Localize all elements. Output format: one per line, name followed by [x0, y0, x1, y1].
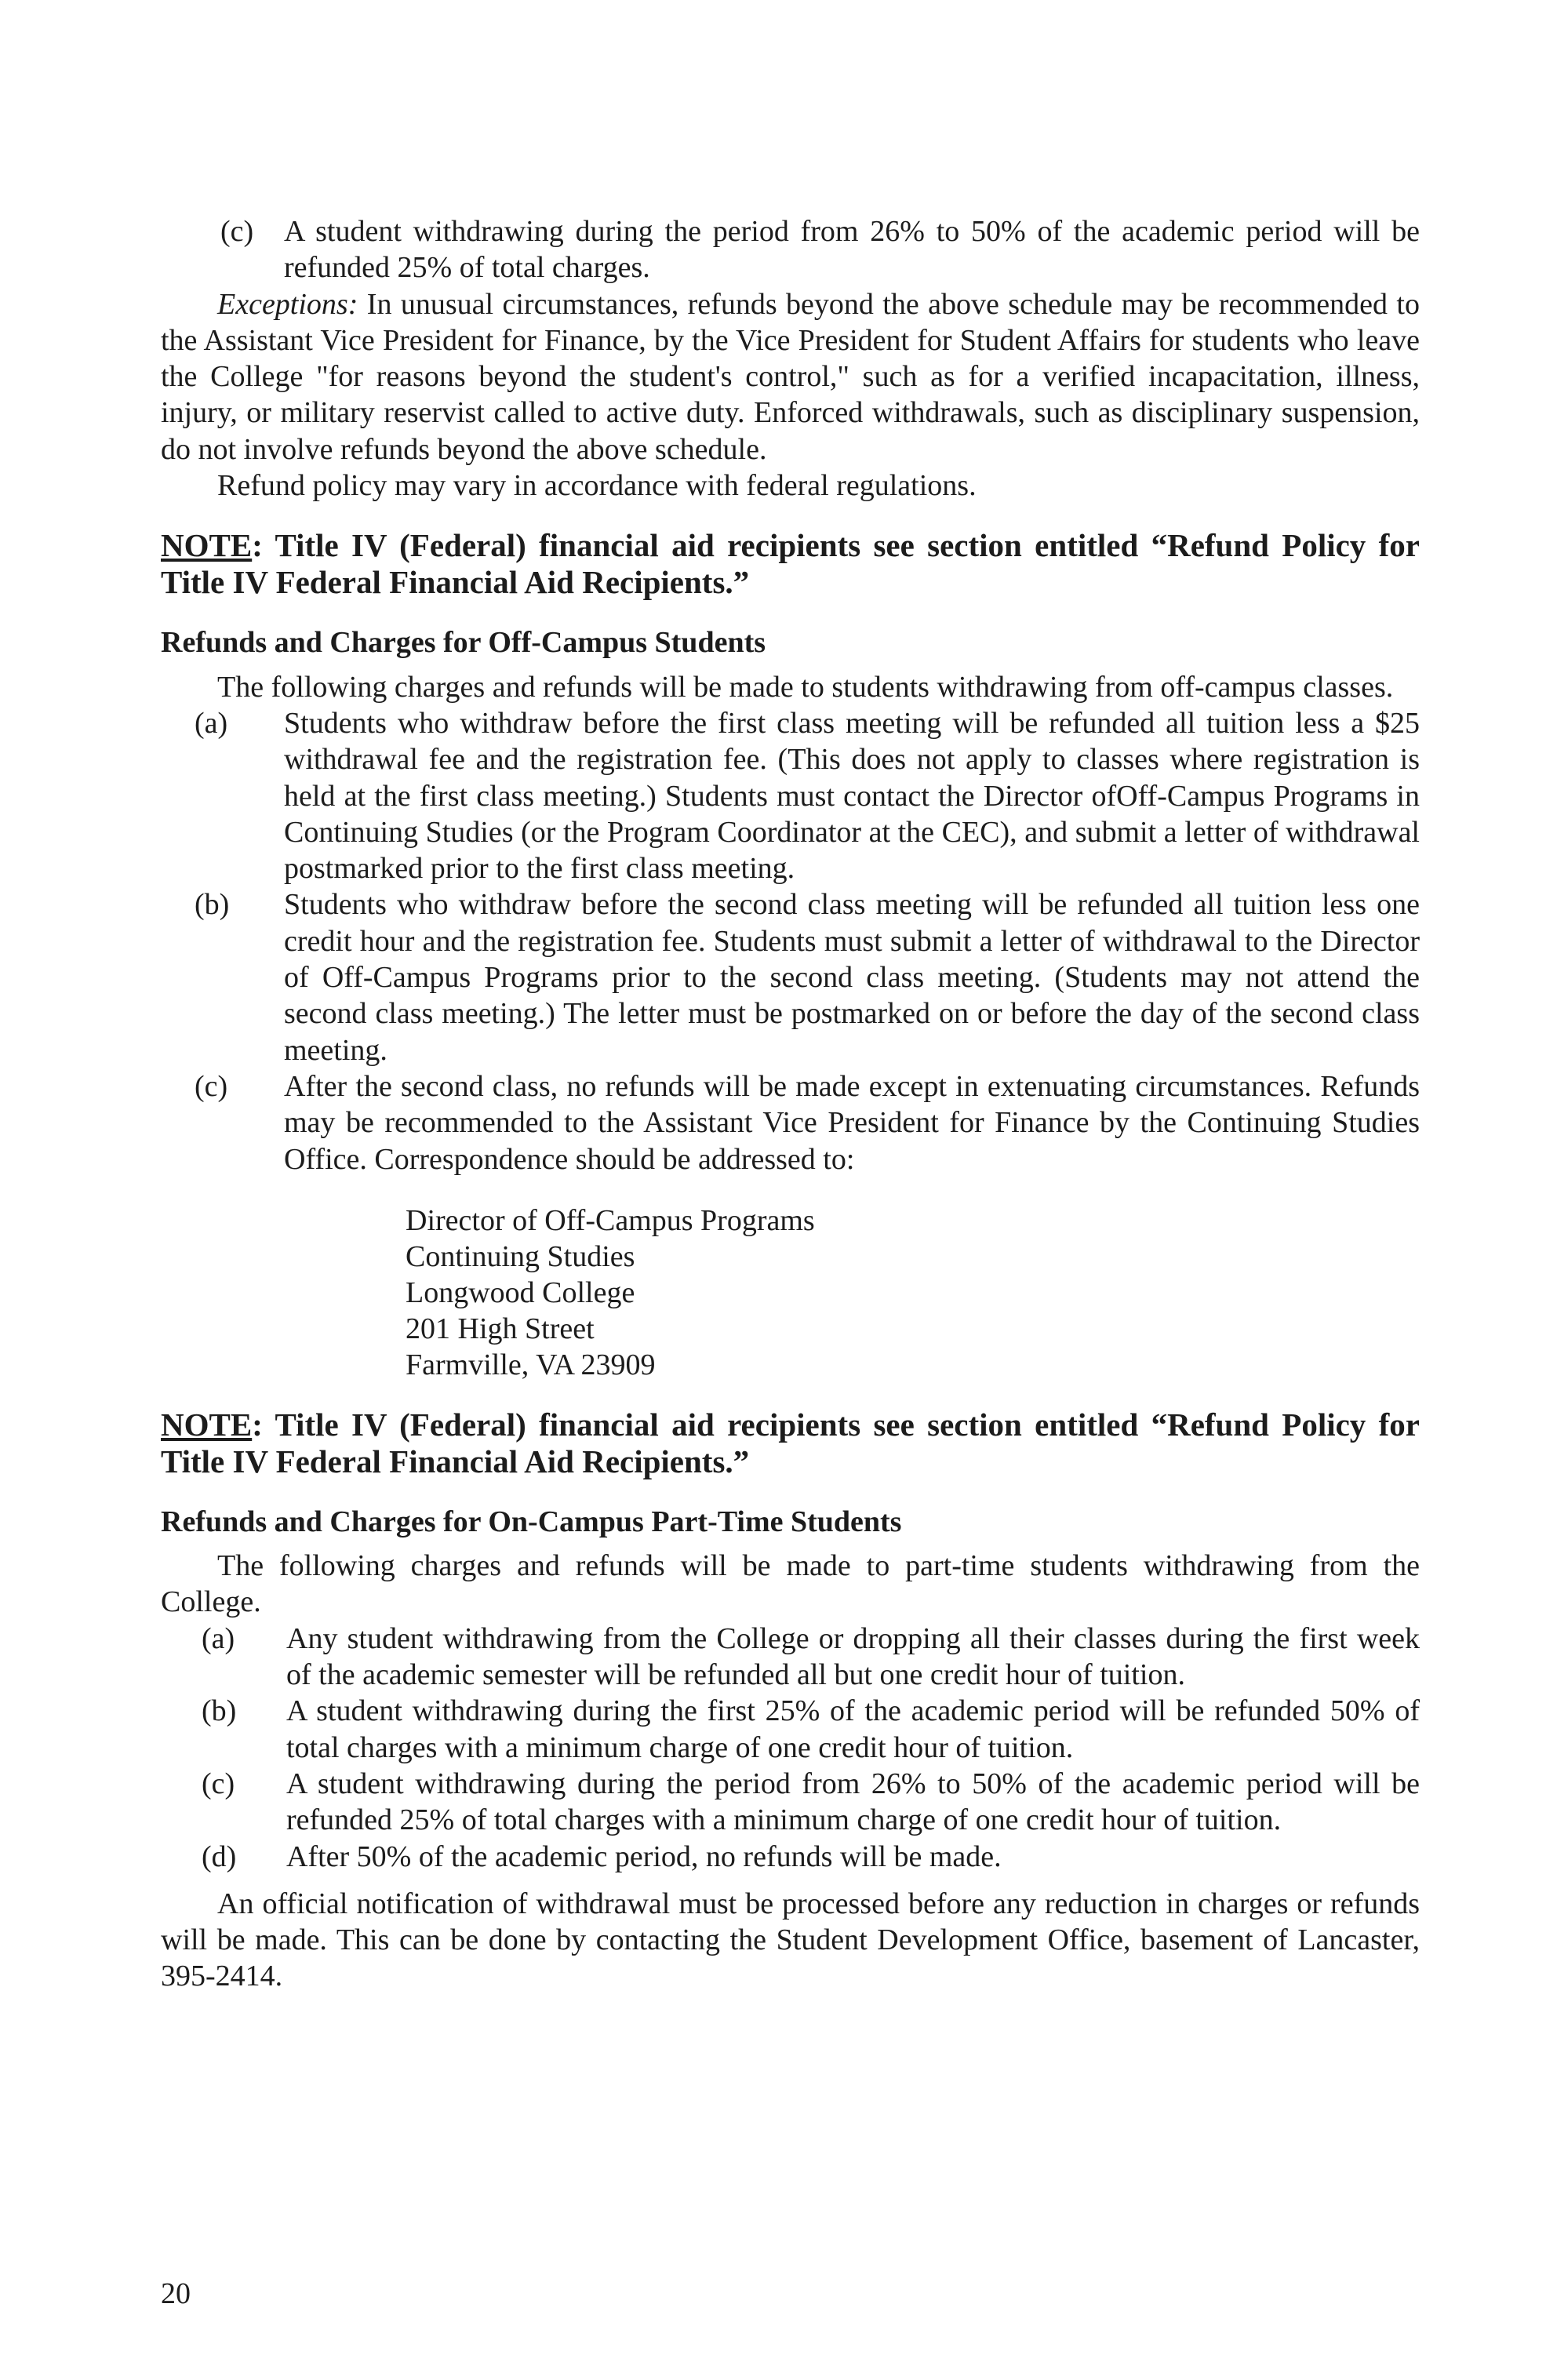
note-text: : Title IV (Federal) financial aid recipients see section entitled “Refund Policy for Title IV Federal Financial Aid Recipients.”	[161, 527, 1420, 601]
item-label: (d)	[202, 1840, 237, 1873]
exceptions-paragraph	[161, 286, 1420, 468]
item-label: (a)	[202, 1621, 235, 1655]
on-campus-item-a	[161, 1621, 1420, 1694]
off-campus-intro: The following charges and refunds will be made to students withdrawing from off-campus classes.	[217, 670, 1394, 704]
off-campus-item-b	[161, 886, 1420, 1068]
item-text: A student withdrawing during the period from 26% to 50% of the academic period will be refunded 25% of total charges.	[284, 215, 1420, 285]
item-text: A student withdrawing during the period from 26% to 50% of the academic period will be refunded 25% of total charges with a minimum charge of one credit hour of tuition.	[286, 1767, 1420, 1837]
refund-policy-paragraph: Refund policy may vary in accordance with federal regulations.	[217, 469, 977, 503]
off-campus-item-c	[161, 1068, 1420, 1177]
off-campus-item-a	[161, 705, 1420, 886]
note-title-iv-2	[161, 1407, 1420, 1480]
item-label: (c)	[220, 215, 254, 248]
refund-item-c-top	[161, 213, 1420, 286]
address-line: Director of Off-Campus Programs	[406, 1203, 815, 1237]
item-text: After 50% of the academic period, no refunds will be made.	[286, 1840, 1002, 1873]
exceptions-label: Exceptions:	[217, 287, 358, 321]
off-campus-heading: Refunds and Charges for Off-Campus Students	[161, 626, 766, 660]
page-number: 20	[161, 2277, 191, 2310]
mailing-address	[406, 1203, 1420, 1383]
note-text: : Title IV (Federal) financial aid recipients see section entitled “Refund Policy for Title IV Federal Financial Aid Recipients.”	[161, 1406, 1420, 1479]
item-label: (b)	[195, 888, 230, 922]
exceptions-text: In unusual circumstances, refunds beyond the above schedule may be recommended to the Assistant Vice President for Finance, by the Vice President for Student Affairs for students who leave the College "for reasons beyond the student's control," such as for a verified incapacitation, illness, injury, or military reservist called to active duty. Enforced withdrawals, such as disciplinary suspension, do not involve refunds beyond the above schedule.	[161, 287, 1420, 466]
on-campus-heading: Refunds and Charges for On-Campus Part-Time Students	[161, 1505, 902, 1538]
address-line: Farmville, VA 23909	[406, 1348, 656, 1381]
address-line: Longwood College	[406, 1276, 635, 1309]
on-campus-item-b	[161, 1693, 1420, 1766]
item-label: (b)	[202, 1694, 237, 1728]
item-label: (a)	[195, 706, 228, 740]
note-title-iv-1	[161, 527, 1420, 601]
item-label: (c)	[195, 1069, 228, 1103]
on-campus-intro: The following charges and refunds will be made to part-time students withdrawing from the College.	[161, 1549, 1420, 1619]
item-text: Any student withdrawing from the College or dropping all their classes during the first week of the academic semester will be refunded all but one credit hour of tuition.	[286, 1621, 1420, 1692]
withdrawal-notification-paragraph: An official notification of withdrawal must be processed before any reduction in charges or refunds will be made. This can be done by contacting the Student Development Office, basement of Lancaster, 395-2414.	[161, 1887, 1420, 1993]
address-line: 201 High Street	[406, 1312, 595, 1345]
item-text: After the second class, no refunds will be made except in extenuating circumstances. Refunds may be recommended to the Assistant Vice President for Finance by the Continuing Studies Office. Correspondence should be addressed to:	[284, 1069, 1420, 1176]
note-label: NOTE	[161, 527, 253, 564]
on-campus-item-c	[161, 1766, 1420, 1839]
item-text: A student withdrawing during the first 25% of the academic period will be refunded 50% of total charges with a minimum charge of one credit hour of tuition.	[286, 1694, 1420, 1764]
page-content	[161, 213, 1420, 1995]
item-label: (c)	[202, 1767, 235, 1800]
item-text: Students who withdraw before the first class meeting will be refunded all tuition less a $25 withdrawal fee and the registration fee. (This does not apply to classes where registration is held at the first class meeting.) Students must contact the Director ofOff-Campus Programs in Continuing Studies (or the Program Coordinator at the CEC), and submit a letter of withdrawal postmarked prior to the first class meeting.	[284, 706, 1420, 886]
on-campus-item-d	[161, 1839, 1420, 1875]
item-text: Students who withdraw before the second class meeting will be refunded all tuition less one credit hour and the registration fee. Students must submit a letter of withdrawal to the Director of Off-Campus Programs prior to the second class meeting. (Students may not attend the second class meeting.) The letter must be postmarked on or before the day of the second class meeting.	[284, 888, 1420, 1067]
note-label: NOTE	[161, 1406, 253, 1443]
address-line: Continuing Studies	[406, 1239, 635, 1273]
